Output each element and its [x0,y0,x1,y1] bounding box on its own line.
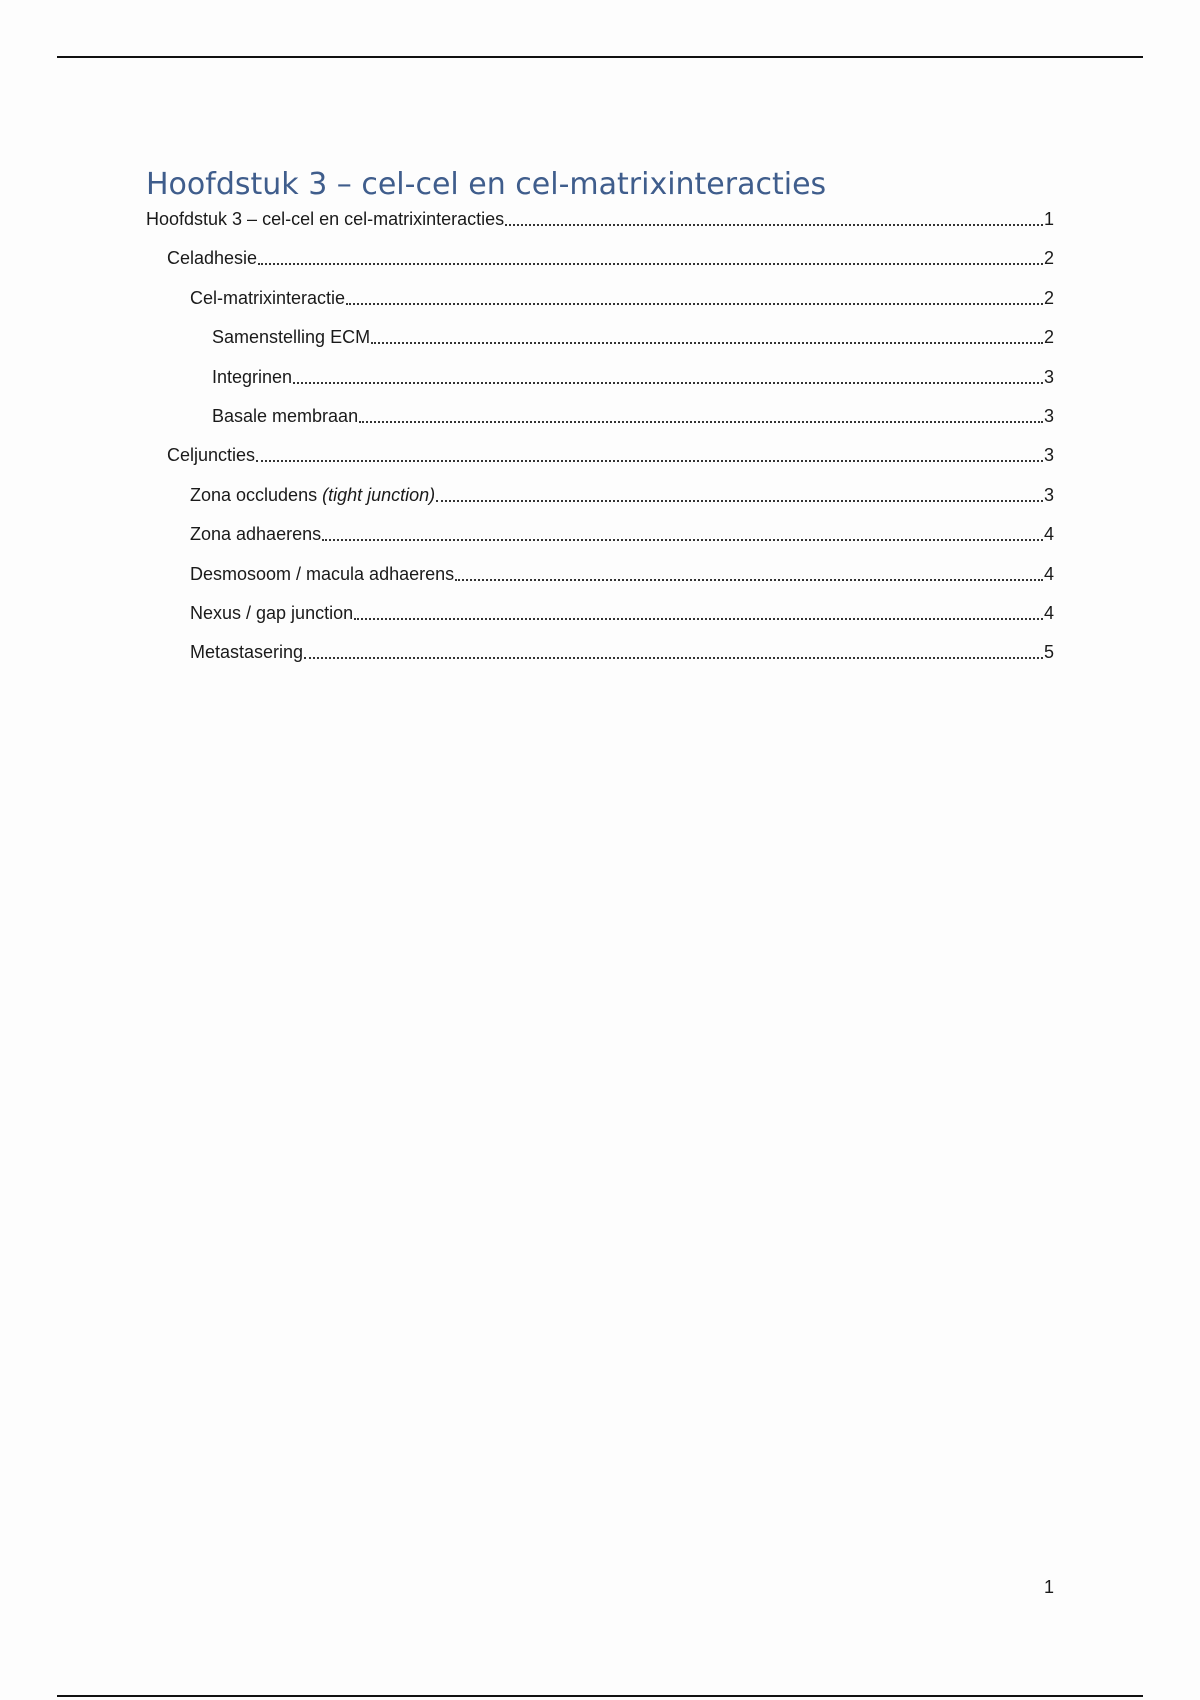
toc-dot-leader [436,500,1043,502]
toc-page-number: 4 [1043,563,1054,584]
toc-entry-cel-matrixinteractie[interactable] [146,269,1054,308]
toc-entry-basale-membraan[interactable] [146,388,1054,427]
toc-entry-label: Celadhesie [167,248,258,269]
toc-dot-leader [359,421,1043,423]
toc-entry-label: Samenstelling ECM [212,327,371,348]
toc-entry-integrinen[interactable] [146,348,1054,387]
toc-dot-leader [293,382,1043,384]
toc-page-number: 2 [1043,248,1054,269]
toc-dot-leader [371,342,1043,344]
toc-page-number: 3 [1043,484,1054,505]
toc-page-number: 4 [1043,524,1054,545]
toc-entry-label: Integrinen [212,366,293,387]
toc-entry-celjuncties[interactable] [146,427,1054,466]
toc-dot-leader [304,657,1043,659]
toc-entry-label: Hoofdstuk 3 – cel-cel en cel-matrixinteracties [146,209,505,229]
toc-page-number: 3 [1043,405,1054,426]
toc-entry-label-plain: Zona occludens [190,484,323,505]
toc-dot-leader [322,539,1043,541]
page-number: 1 [1043,1577,1054,1597]
toc-entry-label: Cel-matrixinteractie [190,287,346,308]
toc-entry-label: Metastasering [190,642,304,663]
toc-entry-nexus-gap-junction[interactable] [146,585,1054,624]
toc-entry-zona-adhaerens[interactable] [146,506,1054,545]
toc-entry-label: Nexus / gap junction [190,602,354,623]
toc-page-number: 1 [1043,209,1054,229]
footer-rule [57,1695,1143,1697]
toc-page-number: 5 [1043,642,1054,663]
toc-dot-leader [258,263,1043,265]
toc-dot-leader [505,224,1043,226]
table-of-contents [146,208,1054,663]
toc-page-number: 3 [1043,366,1054,387]
toc-entry-zona-occludens[interactable] [146,466,1054,505]
toc-dot-leader [354,618,1043,620]
toc-dot-leader [346,303,1043,305]
toc-entry-label: Zona adhaerens [190,524,322,545]
toc-entry-label-italic: (tight junction) [322,484,436,505]
toc-page-number: 2 [1043,287,1054,308]
page-title: Hoofdstuk 3 – cel-cel en cel-matrixinteracties [146,167,827,202]
header-rule [57,56,1143,58]
toc-entry-label: Basale membraan [212,405,359,426]
toc-dot-leader [455,579,1043,581]
toc-entry-label [190,484,435,506]
toc-entry-samenstelling-ecm[interactable] [146,309,1054,348]
toc-entry-celadhesie[interactable] [146,230,1054,269]
toc-dot-leader [256,460,1043,462]
toc-entry-desmosoom[interactable] [146,545,1054,584]
toc-entry-hoofdstuk-3[interactable] [146,208,1054,230]
toc-page-number: 3 [1043,445,1054,466]
toc-page-number: 4 [1043,602,1054,623]
toc-entry-label: Desmosoom / macula adhaerens [190,563,455,584]
toc-entry-metastasering[interactable] [146,624,1054,663]
toc-entry-label: Celjuncties [167,445,256,466]
toc-page-number: 2 [1043,327,1054,348]
